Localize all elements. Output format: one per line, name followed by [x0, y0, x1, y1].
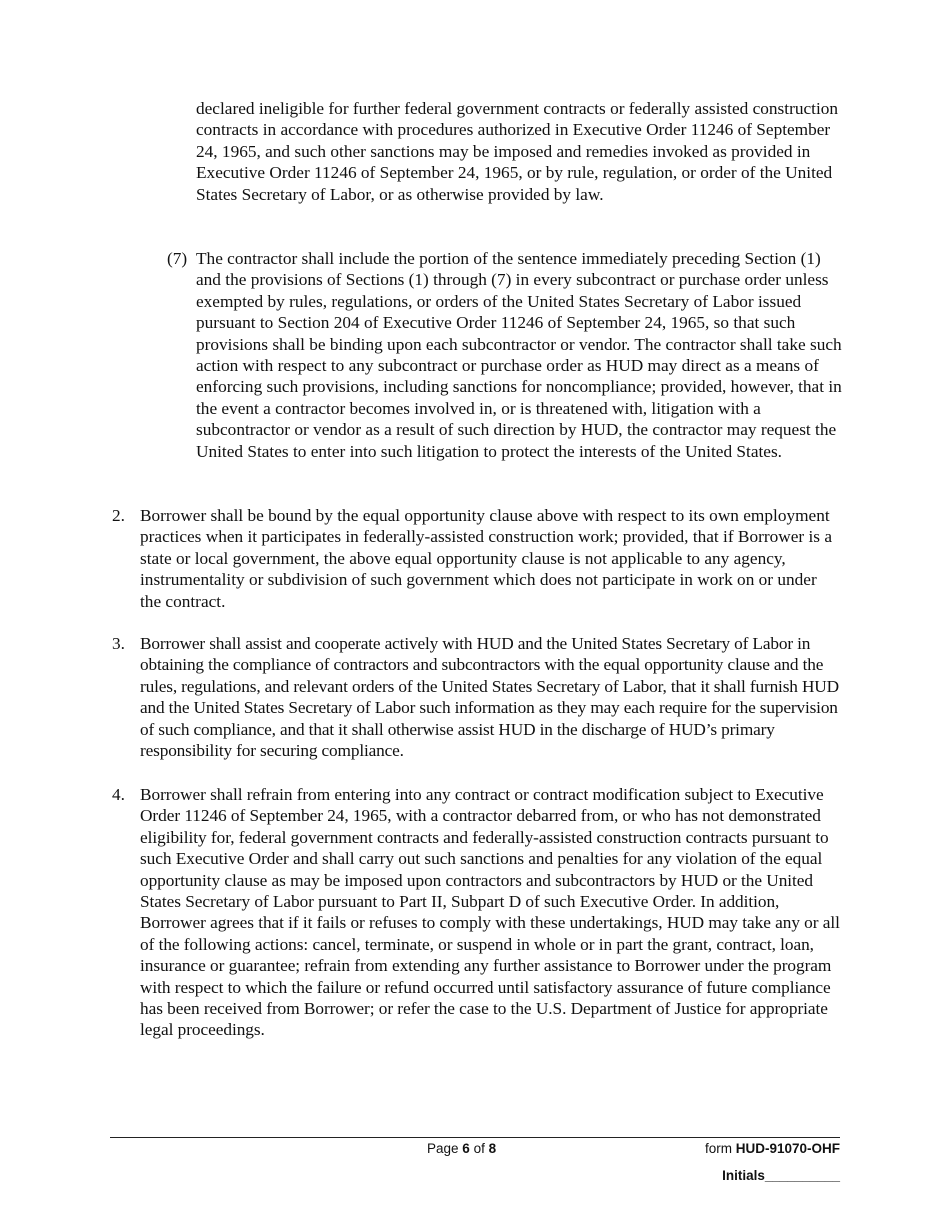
item-3-number: 3.	[112, 634, 125, 653]
page-total: 8	[488, 1141, 497, 1156]
page-word: Page	[427, 1141, 459, 1156]
form-prefix: form	[704, 1141, 732, 1156]
continuation-paragraph: declared ineligible for further federal government contracts or federally assisted construction contracts in accordance with procedures authorized in Executive Order 11246 of September 24, 1965, and such other sanctions may be imposed and remedies invoked as provided in Executive Order 11246 of September 24, 1965, or by rule, regulation, or order of the United States Secretary of Labor, or as otherwise provided by law.	[196, 99, 839, 204]
subsection-7-text: The contractor shall include the portion of the sentence immediately preceding Section (1) and the provisions of Sections (1) through (7) in every subcontract or purchase order unless exempted by rules, regulations, or orders of the United States Secretary of Labor issued pursuant to Section 204 of Executive Order 11246 of September 24, 1965, so that such provisions shall be binding upon each subcontractor or vendor. The contractor shall take such action with respect to any subcontract or purchase order as HUD may direct as a means of enforcing such provisions, including sanctions for noncompliance; provided, however, that in the event a contractor becomes involved in, or is threatened with, litigation with a subcontractor or vendor as a result of such direction by HUD, the contractor may request the United States to enter into such litigation to protect the interests of the United States.	[196, 249, 842, 461]
form-number: HUD-91070-OHF	[735, 1141, 840, 1156]
initials-field	[722, 1168, 840, 1184]
item-4-text: Borrower shall refrain from entering into any contract or contract modification subject to Executive Order 11246 of September 24, 1965, with a contractor debarred from, or who has not demonstrated eligibility for, federal government contracts and federally-assisted construction contracts pursuant to such Executive Order and shall carry out such sanctions and penalties for any violation of the equal opportunity clause as may be imposed upon contractors and subcontractors by HUD or the United States Secretary of Labor pursuant to Part II, Subpart D of such Executive Order. In addition, Borrower agrees that if it fails or refuses to comply with these undertakings, HUD may take any or all of the following actions: cancel, terminate, or suspend in whole or in part the grant, contract, loan, insurance or guarantee; refrain from extending any further assistance to Borrower under the program with respect to which the failure or refund occurred until satisfactory assurance of future compliance has been received from Borrower; or refer the case to the U.S. Department of Justice for appropriate legal proceedings.	[140, 785, 840, 1040]
page-of: of	[473, 1141, 485, 1156]
item-4-number: 4.	[112, 785, 125, 804]
item-3-text: Borrower shall assist and cooperate actively with HUD and the United States Secretary of Labor in obtaining the compliance of contractors and subcontractors with the equal opportunity clause and the rules, regulations, and relevant orders of the United States Secretary of Labor, that it shall furnish HUD and the United States Secretary of Labor such information as they may each require for the supervision of such compliance, and that it shall otherwise assist HUD in the discharge of HUD’s primary responsibility for securing compliance.	[140, 634, 839, 761]
page-current: 6	[462, 1141, 470, 1156]
item-2-text: Borrower shall be bound by the equal opportunity clause above with respect to its own employment practices when it participates in federally-assisted construction work; provided, that if Borrower is a state or local government, the above equal opportunity clause is not applicable to any agency, instrumentality or subdivision of such government which does not participate in work on or under the contract.	[140, 506, 832, 611]
page-number	[427, 1141, 496, 1157]
initials-label: Initials	[722, 1168, 765, 1183]
item-2-number: 2.	[112, 506, 125, 525]
form-identifier	[705, 1141, 840, 1157]
footer-divider	[110, 1137, 840, 1138]
initials-blank: __________	[764, 1168, 840, 1183]
subsection-7-marker: (7)	[167, 249, 188, 268]
